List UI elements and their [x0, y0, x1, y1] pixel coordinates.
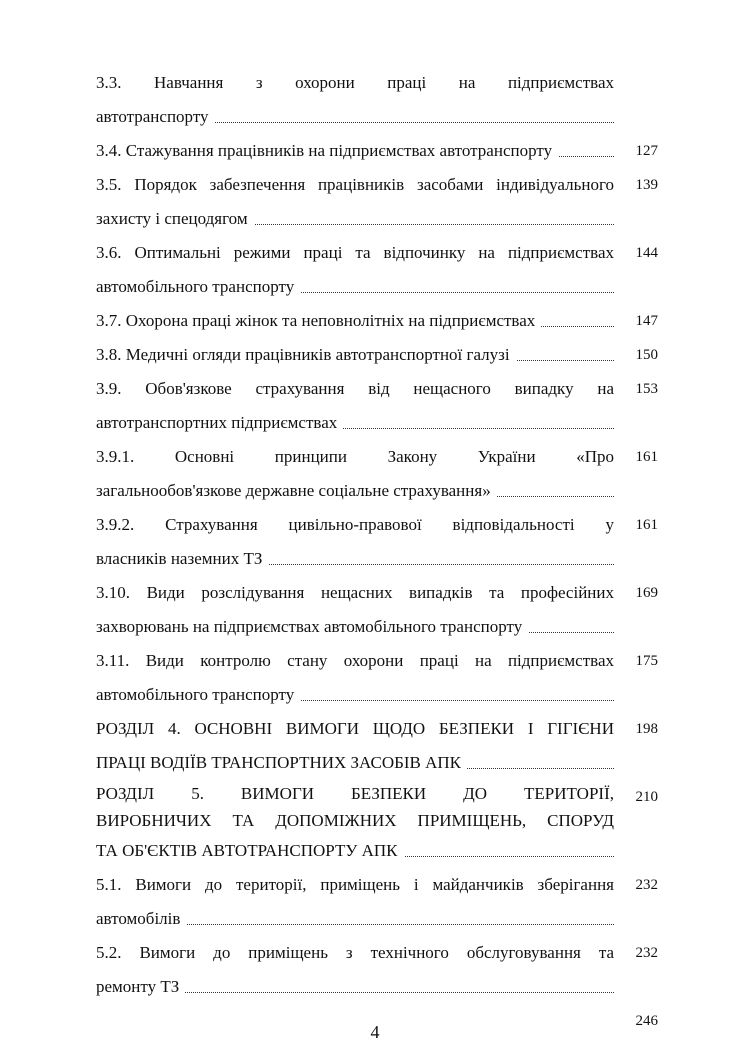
toc-page-number: 161	[635, 517, 658, 533]
toc-entry-text: автотранспортних підприємствах	[96, 413, 343, 432]
toc-entry-text: автотранспорту	[96, 107, 215, 126]
toc-entry-text: автомобільного транспорту	[96, 685, 300, 704]
toc-entry-text: 5.1. Вимоги до території, приміщень і майданчиків зберігання	[96, 875, 614, 894]
toc-entry-leader	[96, 902, 614, 936]
toc-entry-text: 3.10. Види розслідування нещасних випадків та професійних	[96, 583, 614, 602]
toc-page-number: 210	[635, 789, 658, 805]
toc-entry-leader	[96, 474, 614, 508]
page-number: 4	[370, 1022, 380, 1042]
toc-entry-text: РОЗДІЛ 5. ВИМОГИ БЕЗПЕКИ ДО ТЕРИТОРІЇ,	[96, 784, 614, 803]
toc-entry-text: автомобільного транспорту	[96, 277, 300, 296]
toc-entry-leader	[96, 610, 614, 644]
toc-entry-text: 3.4. Стажування працівників на підприємствах автотранспорту	[96, 141, 558, 160]
toc-page-number: 232	[635, 877, 658, 893]
toc-entry	[96, 936, 658, 1029]
toc-page-number: 127	[635, 143, 658, 159]
toc-entry-text: 3.9.1. Основні принципи Закону України «Про	[96, 447, 614, 466]
toc-entry-leader	[96, 202, 614, 236]
toc-entry-leader	[96, 270, 614, 304]
toc-entry-text: захворювань на підприємствах автомобільного транспорту	[96, 617, 528, 636]
toc-entry-leader	[96, 338, 614, 372]
toc-entry-text: загальнообов'язкове державне соціальне страхування»	[96, 481, 497, 500]
table-of-contents	[96, 66, 658, 1029]
toc-page-number: 246	[635, 1013, 658, 1029]
toc-entry-text: 3.7. Охорона праці жінок та неповнолітніх на підприємствах	[96, 311, 541, 330]
toc-entry-leader	[96, 834, 614, 868]
toc-entry-text: РОЗДІЛ 4. ОСНОВНІ ВИМОГИ ЩОДО БЕЗПЕКИ І ГІГІЄНИ	[96, 719, 614, 738]
toc-entry-text: автомобілів	[96, 909, 186, 928]
toc-entry-leader	[96, 970, 614, 1004]
toc-page-number: 161	[635, 449, 658, 465]
toc-entry-text: ремонту ТЗ	[96, 977, 185, 996]
toc-entry-text: 3.9.2. Страхування цивільно-правової відповідальності у	[96, 515, 614, 534]
toc-page-number: 198	[635, 721, 658, 737]
toc-entry-text: ПРАЦІ ВОДІЇВ ТРАНСПОРТНИХ ЗАСОБІВ АПК	[96, 753, 467, 772]
toc-page-number: 175	[635, 653, 658, 669]
toc-entry-text: 3.3. Навчання з охорони праці на підприємствах	[96, 73, 614, 92]
toc-page-number: 147	[635, 313, 658, 329]
toc-entry-text: захисту і спецодягом	[96, 209, 254, 228]
toc-entry-leader	[96, 406, 614, 440]
toc-entry-text: ВИРОБНИЧИХ ТА ДОПОМІЖНИХ ПРИМІЩЕНЬ, СПОРУД	[96, 811, 614, 830]
toc-entry-text: 3.9. Обов'язкове страхування від нещасного випадку на	[96, 379, 614, 398]
toc-page-number: 139	[635, 177, 658, 193]
toc-entry-leader	[96, 746, 614, 780]
toc-entry-text: власників наземних ТЗ	[96, 549, 268, 568]
toc-entry-text: ТА ОБ'ЄКТІВ АВТОТРАНСПОРТУ АПК	[96, 841, 404, 860]
toc-entry-text: 3.8. Медичні огляди працівників автотранспортної галузі	[96, 345, 516, 364]
toc-entry-text: 5.2. Вимоги до приміщень з технічного обслуговування та	[96, 943, 614, 962]
toc-entry-text: 3.6. Оптимальні режими праці та відпочинку на підприємствах	[96, 243, 614, 262]
toc-page-number: 153	[635, 381, 658, 397]
toc-entry-leader	[96, 678, 614, 712]
toc-entry-leader	[96, 542, 614, 576]
toc-entry-leader	[96, 134, 614, 168]
toc-page-number: 150	[635, 347, 658, 363]
toc-entry-leader	[96, 304, 614, 338]
toc-page-number: 169	[635, 585, 658, 601]
toc-entry-text: 3.11. Види контролю стану охорони праці на підприємствах	[96, 651, 614, 670]
toc-entry-leader	[96, 100, 614, 134]
toc-page-number: 144	[635, 245, 658, 261]
toc-entry-text: 3.5. Порядок забезпечення працівників засобами індивідуального	[96, 175, 614, 194]
toc-page-number: 232	[635, 945, 658, 961]
